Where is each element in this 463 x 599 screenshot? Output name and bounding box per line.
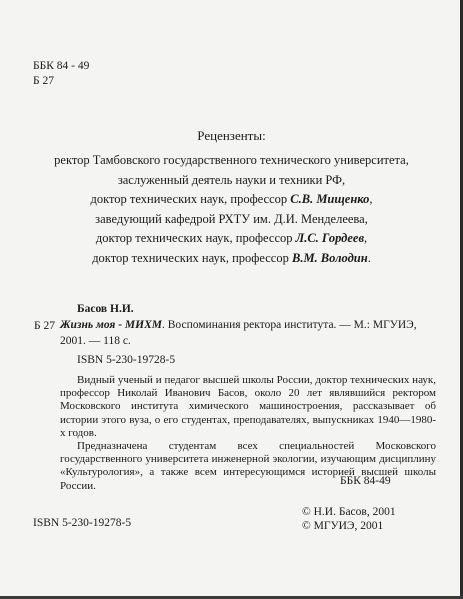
reviewer-line: доктор технических наук, профессор С.В. Мищенко, <box>90 192 373 206</box>
reviewers-title: Рецензенты: <box>197 128 266 143</box>
annotation-paragraph: Предназначена студентам всех специальностей Московского государственного университета инженерной экологии, изучающим дисциплину «Культурология», а также всем интересующимся историей высшей школы России. <box>60 440 436 492</box>
record-code: Б 27 <box>34 320 55 332</box>
reviewer-name: Л.С. Гордеев <box>295 231 365 245</box>
author-sign: Б 27 <box>33 75 54 87</box>
record-isbn: ISBN 5-230-19728-5 <box>77 354 176 366</box>
bbk-header <box>33 59 89 89</box>
bbk-footer: ББК 84-49 <box>340 475 391 487</box>
reviewer-line: заслуженный деятель науки и техники РФ, <box>117 172 346 187</box>
copyright-line: © МГУИЭ, 2001 <box>302 520 384 532</box>
book-title: Жизнь моя - МИХМ <box>60 319 163 331</box>
reviewer-line: доктор технических наук, профессор В.М. Володин. <box>92 250 371 265</box>
copyright-block <box>302 505 396 533</box>
reviewer-name: В.М. Володин <box>291 250 368 265</box>
reviewer-line: доктор технических наук, профессор Л.С. Гордеев, <box>95 231 368 245</box>
record-author: Басов Н.И. <box>77 303 134 315</box>
record-publication: 2001. — 118 с. <box>60 335 131 347</box>
reviewers-list <box>0 151 463 268</box>
record-title: Жизнь моя - МИХМ. Воспоминания ректора института. — М.: МГУИЭ, <box>60 319 417 331</box>
reviewer-line: заведующий кафедрой РХТУ им. Д.И. Менделеева, <box>95 211 368 226</box>
reviewer-name: С.В. Мищенко <box>290 192 370 206</box>
reviewer-line: ректор Тамбовского государственного технического университета, <box>54 153 409 167</box>
bbk-index: ББК 84 - 49 <box>33 60 90 72</box>
copyright-line: © Н.И. Басов, 2001 <box>302 506 396 518</box>
annotation-paragraph: Видный ученый и педагог высшей школы России, доктор технических наук, профессор Николай Иванович Басов, около 20 лет являвшийся ректором Московского института химического машиностроения, рассказывает об истории этого вуза, о его студентах, преподавателях, выпускниках 1940—1980-х годов. <box>60 374 436 439</box>
footer-isbn: ISBN 5-230-19278-5 <box>33 517 132 529</box>
